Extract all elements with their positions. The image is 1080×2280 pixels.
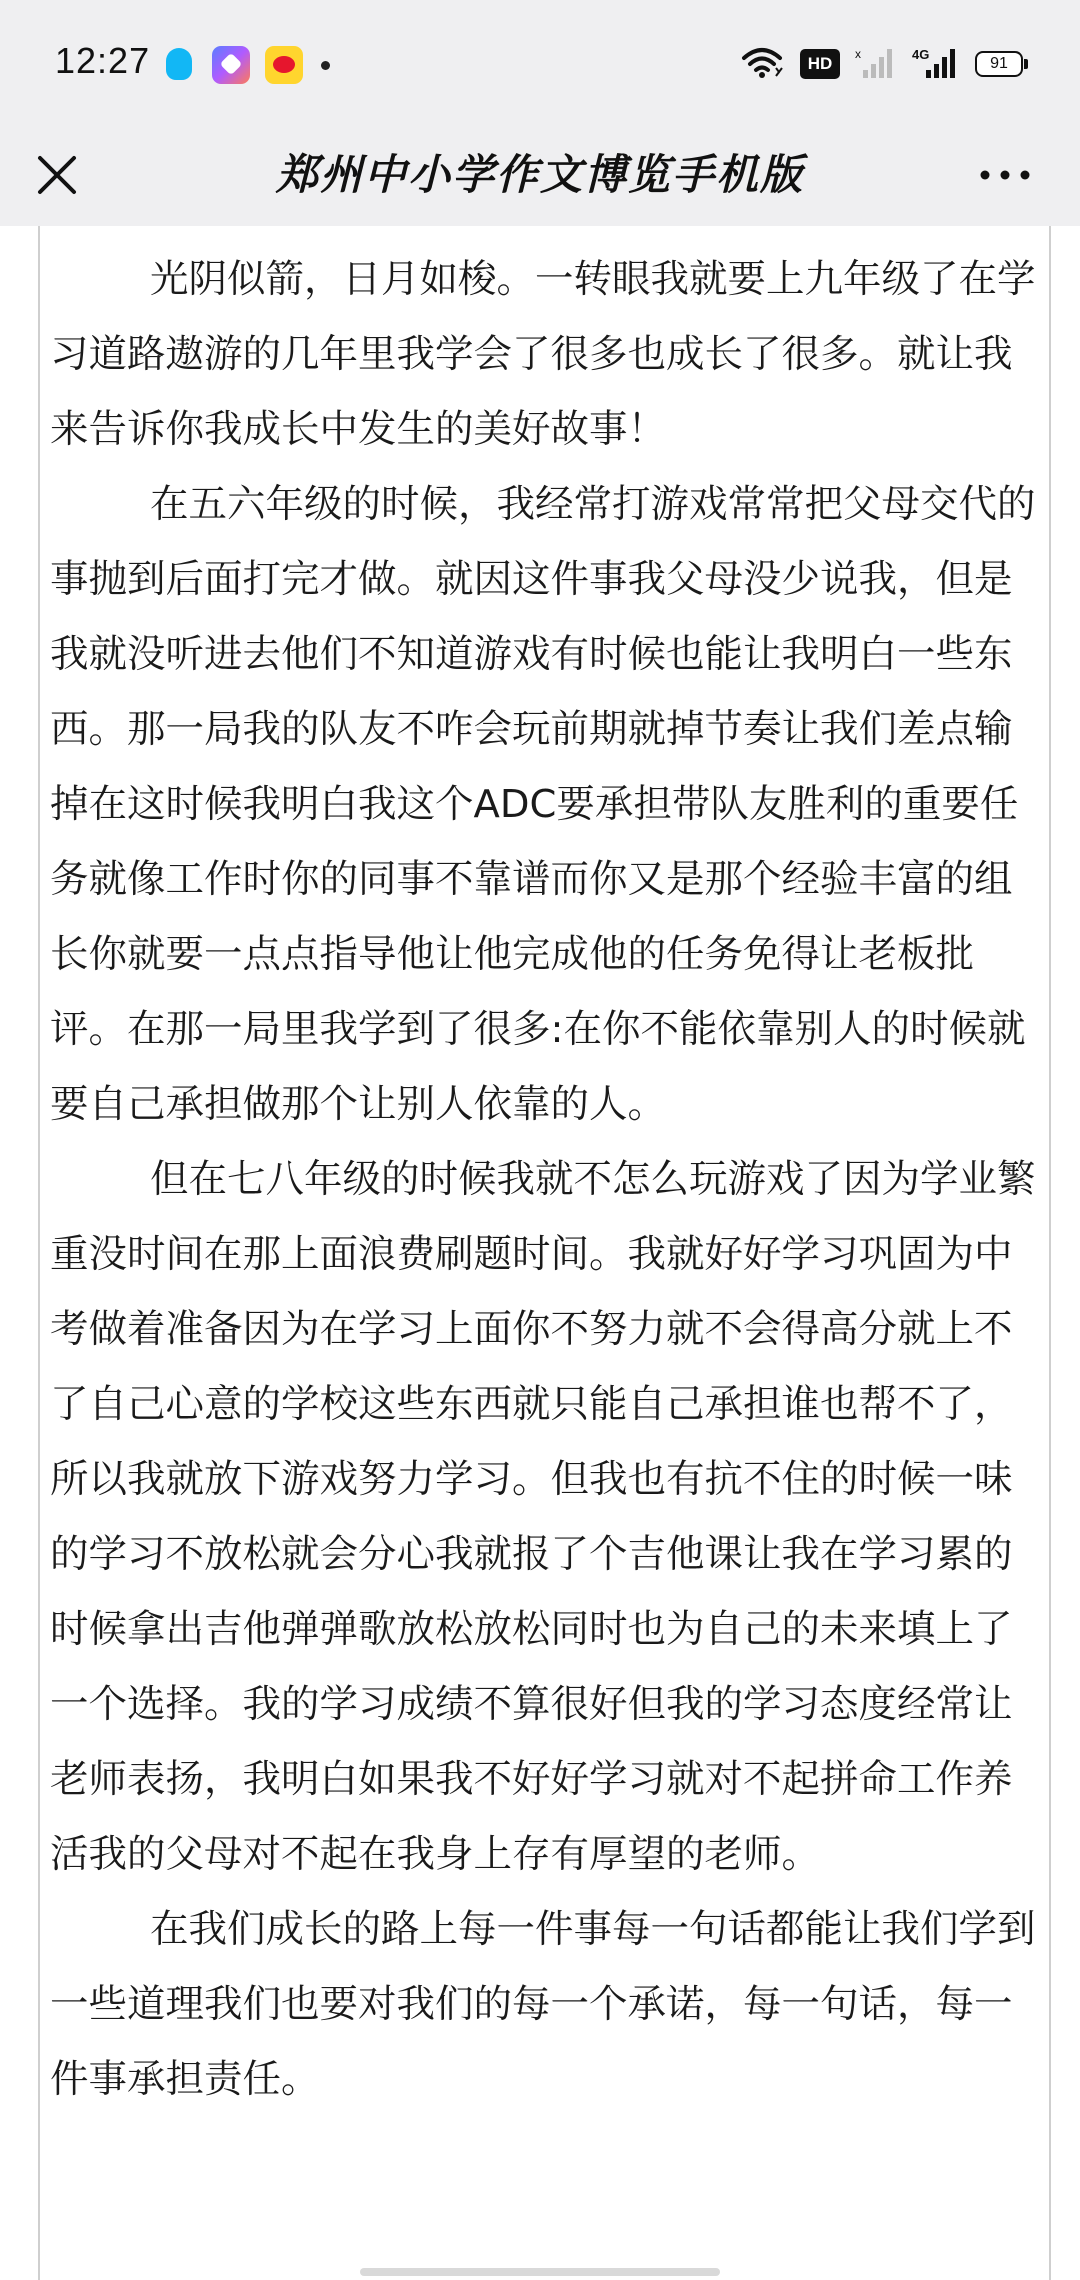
wifi-icon [740,44,784,80]
weibo-icon [265,46,303,84]
more-icon[interactable] [970,140,1040,210]
page-title: 郑州中小学作文博览手机版 [275,150,804,199]
signal-icon [912,46,962,80]
scroll-indicator[interactable] [360,2268,720,2276]
network-type-label: 4G [912,47,930,62]
notification-dot [321,61,330,70]
battery-cap [1024,59,1028,69]
signal-icon [855,46,895,80]
battery-level: 91 [990,55,1008,72]
status-bar [0,0,1080,130]
svg-text:x: x [855,47,861,61]
hd-icon: HD [800,49,840,79]
article-paragraph: 光阴似箭，日月如梭。一转眼我就要上九年级了在学习道路遨游的几年里我学会了很多也成长了很多。就让我来告诉你我成长中发生的美好故事！ [50,257,1036,452]
article-body [50,242,1050,2117]
article-paragraph: 在我们成长的路上每一件事每一句话都能让我们学到一些道理我们也要对我们的每一个承诺，每一句话，每一件事承担责任。 [50,1907,1036,2102]
battery-icon [975,51,1023,77]
title-bar [0,130,1080,226]
status-time: 12:27 [55,40,151,81]
article-container[interactable] [38,226,1051,2280]
close-icon[interactable] [22,140,92,210]
assistant-app-icon [212,46,250,84]
qq-icon [160,46,198,84]
article-paragraph: 但在七八年级的时候我就不怎么玩游戏了因为学业繁重没时间在那上面浪费刷题时间。我就好好学习巩固为中考做着准备因为在学习上面你不努力就不会得高分就上不了自己心意的学校这些东西就只能自己承担谁也帮不了，所以我就放下游戏努力学习。但我也有抗不住的时候一味的学习不放松就会分心我就报了个吉他课让我在学习累的时候拿出吉他弹弹歌放松放松同时也为自己的未来填上了一个选择。我的学习成绩不算很好但我的学习态度经常让老师表扬，我明白如果我不好好学习就对不起拼命工作养活我的父母对不起在我身上存有厚望的老师。 [50,1157,1036,1877]
article-paragraph: 在五六年级的时候，我经常打游戏常常把父母交代的事抛到后面打完才做。就因这件事我父母没少说我，但是我就没听进去他们不知道游戏有时候也能让我明白一些东西。那一局我的队友不咋会玩前期就掉节奏让我们差点输掉在这时候我明白我这个ADC要承担带队友胜利的重要任务就像工作时你的同事不靠谱而你又是那个经验丰富的组长你就要一点点指导他让他完成他的任务免得让老板批评。在那一局里我学到了很多:在你不能依靠别人的时候就要自己承担做那个让别人依靠的人。 [50,482,1036,1127]
